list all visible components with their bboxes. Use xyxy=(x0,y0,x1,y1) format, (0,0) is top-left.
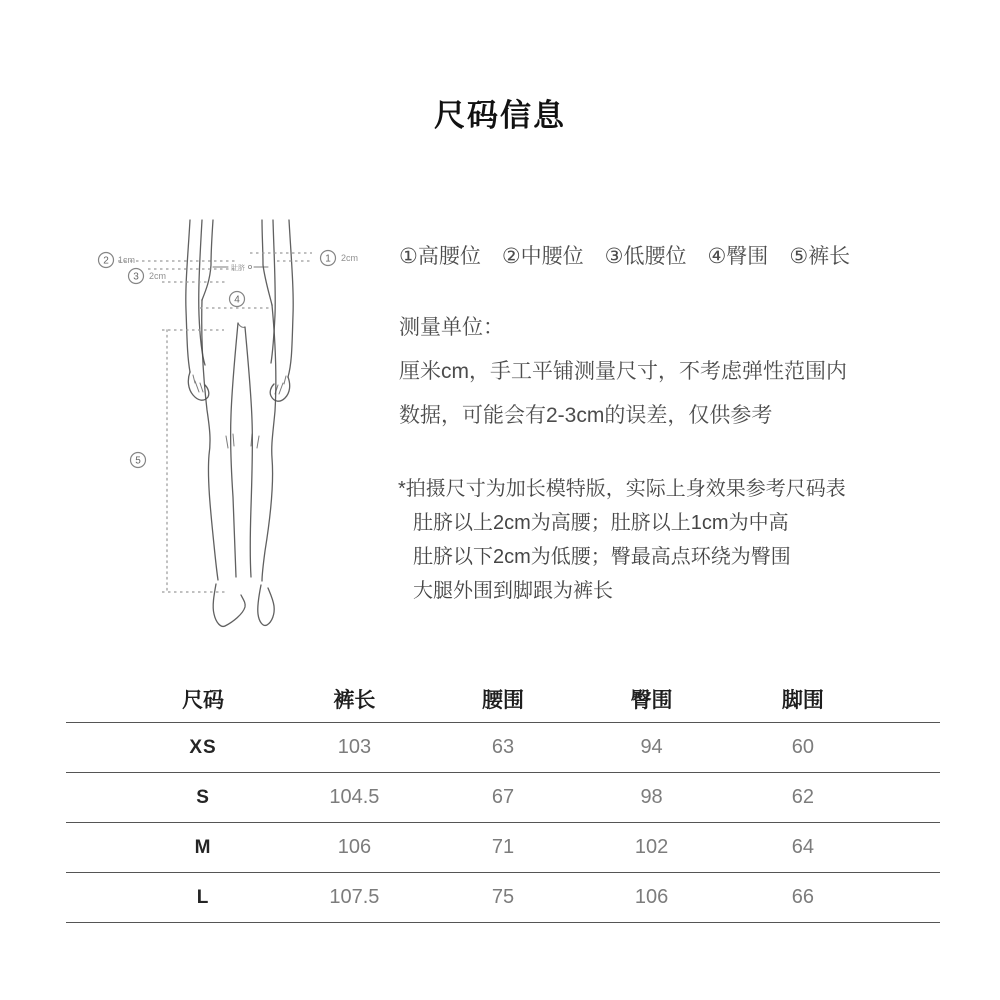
legend-item-low-waist: ③低腰位 xyxy=(604,245,687,268)
cell-leg-opening: 64 xyxy=(726,823,940,873)
marker-3-offset-label: 2cm xyxy=(149,271,167,281)
cell-hip: 94 xyxy=(577,723,726,773)
size-table-section xyxy=(66,676,940,923)
cell-waist: 67 xyxy=(429,773,578,823)
table-row-xs xyxy=(66,723,940,773)
legend-item-hip: ④臀围 xyxy=(707,245,769,268)
cell-leg-opening: 66 xyxy=(726,873,940,923)
cell-pant-length: 106 xyxy=(280,823,429,873)
cell-size: L xyxy=(66,873,280,923)
waist-line xyxy=(213,263,268,272)
note-line3: 肚脐以下2cm为低腰；臀最高点环绕为臀围 xyxy=(413,546,791,568)
cell-leg-opening: 62 xyxy=(726,773,940,823)
header-pant-length: 裤长 xyxy=(280,676,429,723)
legend-item-pant-length: ⑤裤长 xyxy=(789,245,851,268)
measurement-diagram xyxy=(95,215,365,655)
table-row-s xyxy=(66,773,940,823)
cell-hip: 98 xyxy=(577,773,726,823)
cell-size: S xyxy=(66,773,280,823)
header-waist: 腰围 xyxy=(429,676,578,723)
cell-leg-opening: 60 xyxy=(726,723,940,773)
svg-text:3: 3 xyxy=(133,271,139,283)
measure-point-legend xyxy=(399,240,959,270)
svg-text:4: 4 xyxy=(234,294,240,306)
cell-waist: 63 xyxy=(429,723,578,773)
size-table-header-row xyxy=(66,676,940,723)
marker-2 xyxy=(99,253,136,268)
cell-waist: 71 xyxy=(429,823,578,873)
svg-text:5: 5 xyxy=(135,455,141,467)
cell-waist: 75 xyxy=(429,873,578,923)
cell-hip: 106 xyxy=(577,873,726,923)
note-line4: 大腿外围到脚跟为裤长 xyxy=(413,580,613,602)
navel-mark xyxy=(248,265,251,268)
table-row-l xyxy=(66,873,940,923)
svg-text:1: 1 xyxy=(325,253,331,265)
marker-4 xyxy=(230,292,245,307)
note-line1: *拍摄尺寸为加长模特版，实际上身效果参考尺码表 xyxy=(398,478,846,500)
legend-item-mid-waist: ②中腰位 xyxy=(501,245,584,268)
cell-pant-length: 107.5 xyxy=(280,873,429,923)
legend-item-high-waist: ①高腰位 xyxy=(399,245,481,268)
cell-size: M xyxy=(66,823,280,873)
header-hip: 臀围 xyxy=(577,676,726,723)
measurement-unit-line1: 厘米cm，手工平铺测量尺寸，不考虑弹性范围内 xyxy=(399,360,847,383)
navel-label: 肚脐 xyxy=(231,265,245,272)
marker-1-offset-label: 2cm xyxy=(341,253,359,263)
header-leg-opening: 脚围 xyxy=(726,676,940,723)
cell-pant-length: 103 xyxy=(280,723,429,773)
sketch-torso-legs xyxy=(202,220,276,626)
marker-3 xyxy=(129,269,167,284)
page-title: 尺码信息 xyxy=(434,98,566,133)
note-line2: 肚脐以上2cm为高腰；肚脐以上1cm为中高 xyxy=(413,512,789,534)
cell-size: XS xyxy=(66,723,280,773)
marker-1 xyxy=(321,251,359,266)
cell-hip: 102 xyxy=(577,823,726,873)
measurement-unit-section xyxy=(399,306,939,438)
cell-pant-length: 104.5 xyxy=(280,773,429,823)
measurement-dashed-lines xyxy=(118,253,312,592)
measurement-unit-line2: 数据，可能会有2-3cm的误差，仅供参考 xyxy=(399,404,773,427)
body-sketch-illustration xyxy=(95,215,365,655)
marker-2-offset-label: 1cm xyxy=(118,255,136,265)
notes-section xyxy=(398,472,938,608)
measurement-unit-heading: 测量单位： xyxy=(399,316,504,339)
marker-5 xyxy=(131,453,146,468)
table-row-m xyxy=(66,823,940,873)
size-table xyxy=(66,676,940,923)
header-size: 尺码 xyxy=(66,676,280,723)
svg-text:2: 2 xyxy=(103,255,109,267)
